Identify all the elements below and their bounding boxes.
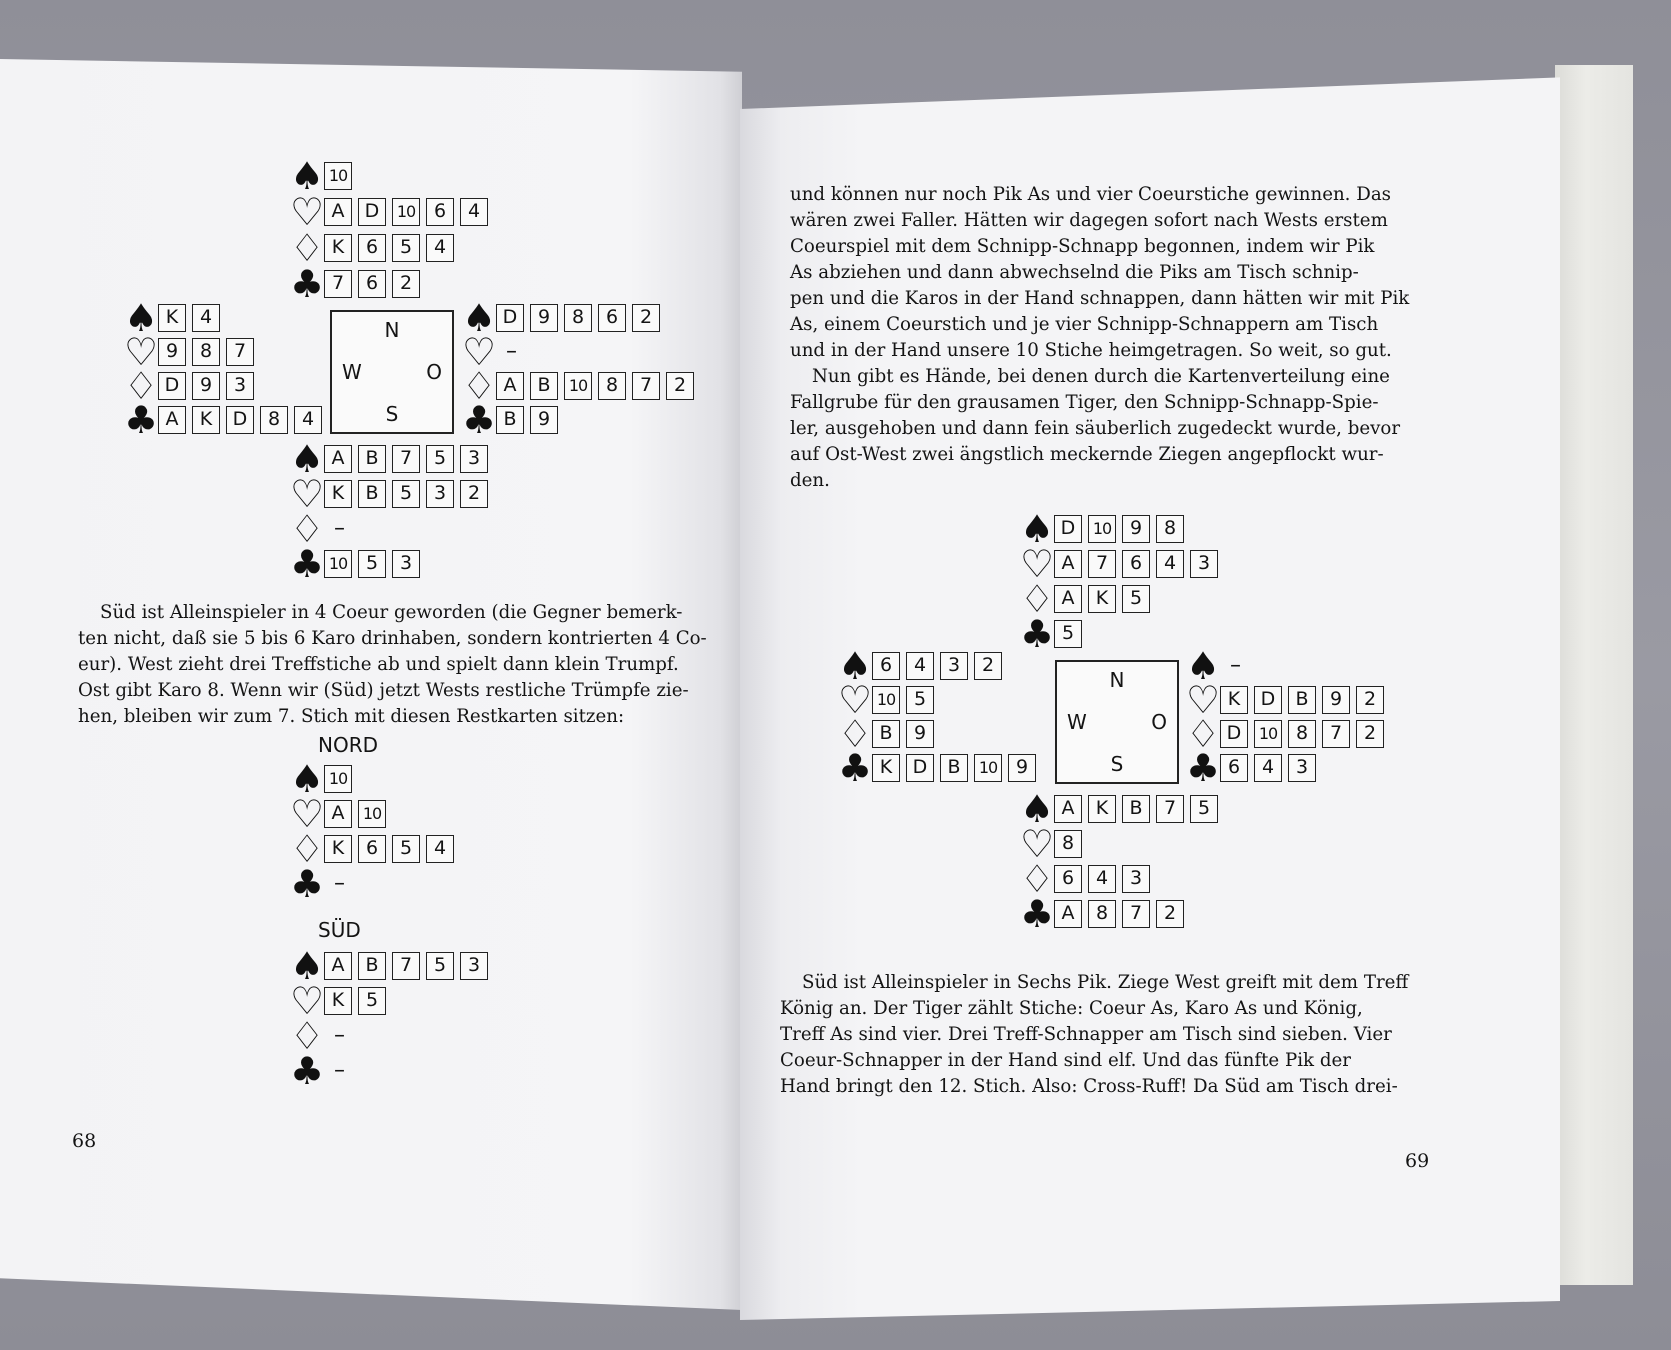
card: 10 — [1088, 515, 1116, 543]
spade-icon: ♠ — [290, 154, 325, 198]
card: K — [324, 987, 352, 1015]
spade-icon: ♠ — [1020, 787, 1055, 831]
card: D — [496, 304, 524, 332]
void-suit-dash: – — [334, 1058, 345, 1083]
card: 6 — [598, 304, 626, 332]
card: 7 — [1322, 720, 1350, 748]
spade-icon: ♠ — [290, 757, 325, 801]
card: 3 — [460, 952, 488, 980]
card: 3 — [1288, 754, 1316, 782]
card: 5 — [1190, 795, 1218, 823]
card: 6 — [426, 198, 454, 226]
card: A — [1054, 900, 1082, 928]
card: 7 — [392, 952, 420, 980]
compass-south: S — [1110, 752, 1124, 776]
text-line: pen und die Karos in der Hand schnappen, dann hätten wir mit Pik — [790, 288, 1410, 309]
card: 4 — [192, 304, 220, 332]
left-paragraph — [78, 600, 718, 730]
card: 8 — [1288, 720, 1316, 748]
spade-icon: ♠ — [462, 296, 497, 340]
compass-west: W — [1067, 710, 1087, 734]
card: B — [358, 480, 386, 508]
card: 2 — [666, 372, 694, 400]
spade-icon: ♠ — [838, 644, 873, 688]
heart-icon: ♡ — [290, 190, 325, 234]
card: 5 — [426, 952, 454, 980]
void-suit-dash: – — [1230, 653, 1241, 678]
card: 5 — [1054, 620, 1082, 648]
card: B — [496, 406, 524, 434]
compass-box — [1055, 660, 1179, 784]
club-icon: ♣ — [462, 398, 497, 442]
card: 7 — [1156, 795, 1184, 823]
sued-label: SÜD — [318, 918, 361, 942]
spade-icon: ♠ — [290, 944, 325, 988]
card: A — [1054, 795, 1082, 823]
heart-icon: ♡ — [1186, 678, 1221, 722]
card: B — [358, 952, 386, 980]
diamond-icon: ♢ — [290, 507, 325, 551]
spade-icon: ♠ — [1186, 644, 1221, 688]
card: 8 — [1054, 830, 1082, 858]
card: 5 — [358, 550, 386, 578]
text-line: Coeur-Schnapper in der Hand sind elf. Und das fünfte Pik der — [780, 1050, 1351, 1071]
card: A — [1054, 550, 1082, 578]
card: 2 — [392, 270, 420, 298]
card: 7 — [392, 445, 420, 473]
card: B — [940, 754, 968, 782]
card: 7 — [1122, 900, 1150, 928]
card: 7 — [226, 338, 254, 366]
card: 10 — [324, 162, 352, 190]
diamond-icon: ♢ — [1020, 857, 1055, 901]
card: 3 — [226, 372, 254, 400]
text-line: Süd ist Alleinspieler in 4 Coeur geworden (die Gegner bemerk- — [100, 602, 683, 623]
card: 9 — [530, 406, 558, 434]
card: B — [1288, 686, 1316, 714]
card: 4 — [906, 652, 934, 680]
text-line: ler, ausgehoben und dann fein säuberlich zugedeckt wurde, bevor — [790, 418, 1401, 439]
heart-icon: ♡ — [1020, 542, 1055, 586]
text-line: Süd ist Alleinspieler in Sechs Pik. Ziege West greift mit dem Treff — [802, 972, 1409, 993]
card: 6 — [358, 270, 386, 298]
text-line: Nun gibt es Hände, bei denen durch die Kartenverteilung eine — [812, 366, 1390, 387]
club-icon: ♣ — [290, 1049, 325, 1093]
card: 9 — [906, 720, 934, 748]
card: 2 — [1356, 686, 1384, 714]
card: 8 — [192, 338, 220, 366]
card: 3 — [426, 480, 454, 508]
card: 5 — [1122, 585, 1150, 613]
card: K — [1088, 795, 1116, 823]
text-line: hen, bleiben wir zum 7. Stich mit diesen Restkarten sitzen: — [78, 706, 625, 727]
card: 5 — [906, 686, 934, 714]
heart-icon: ♡ — [1020, 822, 1055, 866]
card: 8 — [1156, 515, 1184, 543]
heart-icon: ♡ — [290, 792, 325, 836]
card: 5 — [392, 835, 420, 863]
card: K — [324, 835, 352, 863]
card: A — [324, 198, 352, 226]
text-line: und können nur noch Pik As und vier Coeurstiche gewinnen. Das — [790, 184, 1391, 205]
card: D — [1220, 720, 1248, 748]
club-icon: ♣ — [290, 262, 325, 306]
text-line: eur). West zieht drei Treffstiche ab und spielt dann klein Trumpf. — [78, 654, 679, 675]
heart-icon: ♡ — [462, 330, 497, 374]
card: 9 — [1008, 754, 1036, 782]
card: D — [158, 372, 186, 400]
club-icon: ♣ — [290, 862, 325, 906]
text-line: König an. Der Tiger zählt Stiche: Coeur As, Karo As und König, — [780, 998, 1363, 1019]
card: 4 — [426, 234, 454, 262]
card: 5 — [392, 234, 420, 262]
text-line: As, einem Coeurstich und je vier Schnipp-Schnappern am Tisch — [790, 314, 1379, 335]
diamond-icon: ♢ — [290, 226, 325, 270]
card: 5 — [426, 445, 454, 473]
compass-north: N — [384, 318, 400, 342]
card: 2 — [1356, 720, 1384, 748]
card: 2 — [632, 304, 660, 332]
compass-north: N — [1109, 668, 1125, 692]
card: K — [192, 406, 220, 434]
club-icon: ♣ — [1186, 746, 1221, 790]
card: 3 — [1122, 865, 1150, 893]
page-number-left: 68 — [72, 1130, 97, 1152]
spade-icon: ♠ — [1020, 507, 1055, 551]
diamond-icon: ♢ — [1186, 712, 1221, 756]
card: K — [1088, 585, 1116, 613]
card: 8 — [1088, 900, 1116, 928]
diamond-icon: ♢ — [124, 364, 159, 408]
text-line: wären zwei Faller. Hätten wir dagegen sofort nach Wests erstem — [790, 210, 1388, 231]
card: D — [1054, 515, 1082, 543]
card: 2 — [1156, 900, 1184, 928]
text-line: Coeurspiel mit dem Schnipp-Schnapp begonnen, indem wir Pik — [790, 236, 1375, 257]
club-icon: ♣ — [838, 746, 873, 790]
card: 10 — [358, 800, 386, 828]
text-line: den. — [790, 470, 830, 491]
club-icon: ♣ — [124, 398, 159, 442]
void-suit-dash: – — [334, 871, 345, 896]
card: 6 — [1122, 550, 1150, 578]
text-line: Treff As sind vier. Drei Treff-Schnapper am Tisch sind sieben. Vier — [780, 1024, 1392, 1045]
club-icon: ♣ — [1020, 612, 1055, 656]
right-paragraph-1 — [790, 182, 1432, 494]
card: D — [226, 406, 254, 434]
card: 2 — [460, 480, 488, 508]
card: A — [324, 800, 352, 828]
card: A — [1054, 585, 1082, 613]
card: 7 — [1088, 550, 1116, 578]
card: 4 — [460, 198, 488, 226]
compass-south: S — [385, 402, 399, 426]
text-line: As abziehen und dann abwechselnd die Piks am Tisch schnip- — [790, 262, 1359, 283]
card: 6 — [872, 652, 900, 680]
card: A — [496, 372, 524, 400]
card: K — [158, 304, 186, 332]
card: 8 — [598, 372, 626, 400]
text-line: und in der Hand unsere 10 Stiche heimgetragen. So weit, so gut. — [790, 340, 1392, 361]
card: B — [1122, 795, 1150, 823]
diamond-icon: ♢ — [1020, 577, 1055, 621]
card: 3 — [940, 652, 968, 680]
card: 10 — [324, 765, 352, 793]
card: 9 — [158, 338, 186, 366]
text-line: Fallgrube für den grausamen Tiger, den Schnipp-Schnapp-Spie- — [790, 392, 1379, 413]
diamond-icon: ♢ — [290, 827, 325, 871]
card: K — [1220, 686, 1248, 714]
card: 2 — [974, 652, 1002, 680]
card: K — [324, 480, 352, 508]
club-icon: ♣ — [290, 542, 325, 586]
card: 10 — [324, 550, 352, 578]
card: D — [906, 754, 934, 782]
card: 3 — [460, 445, 488, 473]
card: 5 — [358, 987, 386, 1015]
card: 10 — [392, 198, 420, 226]
heart-icon: ♡ — [838, 678, 873, 722]
card: 7 — [324, 270, 352, 298]
heart-icon: ♡ — [124, 330, 159, 374]
page-number-right: 69 — [1405, 1150, 1430, 1172]
card: 10 — [564, 372, 592, 400]
card: A — [158, 406, 186, 434]
card: K — [872, 754, 900, 782]
card: 6 — [1054, 865, 1082, 893]
club-icon: ♣ — [1020, 892, 1055, 936]
nord-label: NORD — [318, 733, 378, 757]
card: 8 — [564, 304, 592, 332]
card: 4 — [294, 406, 322, 434]
card: 3 — [1190, 550, 1218, 578]
text-line: ten nicht, daß sie 5 bis 6 Karo drinhaben, sondern kontrierten 4 Co- — [78, 628, 707, 649]
card: 4 — [1088, 865, 1116, 893]
text-line: Ost gibt Karo 8. Wenn wir (Süd) jetzt Wests restliche Trümpfe zie- — [78, 680, 689, 701]
card: 9 — [1322, 686, 1350, 714]
card: 4 — [1254, 754, 1282, 782]
diamond-icon: ♢ — [838, 712, 873, 756]
card: 4 — [426, 835, 454, 863]
card: 6 — [358, 835, 386, 863]
card: 3 — [392, 550, 420, 578]
compass-east: O — [426, 360, 442, 384]
card: 8 — [260, 406, 288, 434]
diamond-icon: ♢ — [290, 1014, 325, 1058]
card: 10 — [1254, 720, 1282, 748]
card: K — [324, 234, 352, 262]
card: 6 — [1220, 754, 1248, 782]
text-line: Hand bringt den 12. Stich. Also: Cross-Ruff! Da Süd am Tisch drei- — [780, 1076, 1398, 1097]
card: 9 — [530, 304, 558, 332]
card: 10 — [872, 686, 900, 714]
card: 9 — [192, 372, 220, 400]
diamond-icon: ♢ — [462, 364, 497, 408]
heart-icon: ♡ — [290, 979, 325, 1023]
card: 9 — [1122, 515, 1150, 543]
page-edge — [1555, 65, 1633, 1285]
right-paragraph-3 — [780, 970, 1428, 1100]
card: A — [324, 445, 352, 473]
card: D — [1254, 686, 1282, 714]
compass-east: O — [1151, 710, 1167, 734]
void-suit-dash: – — [334, 516, 345, 541]
card: 7 — [632, 372, 660, 400]
compass-box — [330, 310, 454, 434]
spade-icon: ♠ — [124, 296, 159, 340]
card: B — [358, 445, 386, 473]
heart-icon: ♡ — [290, 472, 325, 516]
card: A — [324, 952, 352, 980]
card: B — [872, 720, 900, 748]
void-suit-dash: – — [506, 339, 517, 364]
card: B — [530, 372, 558, 400]
card: 5 — [392, 480, 420, 508]
void-suit-dash: – — [334, 1023, 345, 1048]
text-line: auf Ost-West zwei ängstlich meckernde Ziegen angepflockt wur- — [790, 444, 1384, 465]
card: 6 — [358, 234, 386, 262]
spade-icon: ♠ — [290, 437, 325, 481]
card: 4 — [1156, 550, 1184, 578]
card: 10 — [974, 754, 1002, 782]
compass-west: W — [342, 360, 362, 384]
card: D — [358, 198, 386, 226]
